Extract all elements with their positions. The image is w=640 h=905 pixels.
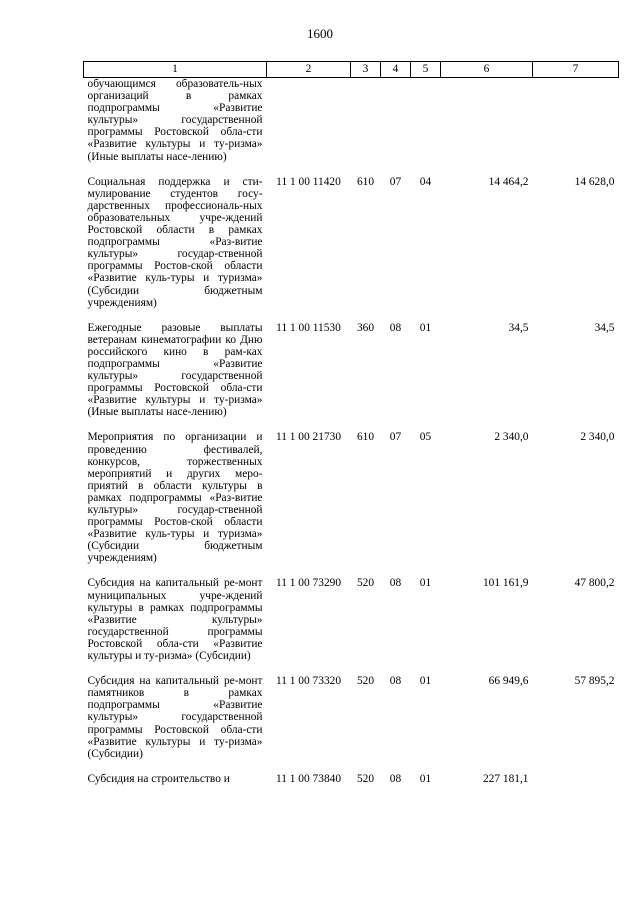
row-col-4 bbox=[381, 78, 411, 176]
row-col-5: 01 bbox=[419, 321, 432, 334]
row-description: Ежегодные разовые выплаты ветеранам кинематографии ко Дню российского кино в рам-ках подпрограммы «Развитие культуры» государственной программы Ростовской обла-сти «Развитие культуры и ту-ризма» (Иные выплаты насе-лению) bbox=[87, 321, 263, 419]
row-code: 11 1 00 73290 bbox=[275, 577, 342, 590]
row-amount-1: 101 161,9 bbox=[482, 577, 529, 590]
row-description: Субсидия на капитальный ре-монт памятников в рамках подпрограммы «Развитие культуры» государственной программы Ростовской обла-сти «Развитие культуры и ту-ризма» (Субсидии) bbox=[87, 675, 263, 760]
row-amount-2: 47 800,2 bbox=[574, 577, 615, 590]
table-row bbox=[84, 176, 619, 322]
row-col-3: 610 bbox=[356, 431, 375, 444]
row-amount-1: 227 181,1 bbox=[482, 772, 529, 785]
row-col-4: 08 bbox=[389, 675, 402, 688]
row-col-5 bbox=[411, 78, 441, 176]
table-row bbox=[84, 78, 619, 176]
header-col-3: 3 bbox=[351, 62, 381, 78]
row-code bbox=[267, 78, 351, 176]
row-col-3: 520 bbox=[356, 772, 375, 785]
header-col-1: 1 bbox=[84, 62, 267, 78]
row-amount-2: 57 895,2 bbox=[574, 675, 615, 688]
table-row bbox=[84, 431, 619, 577]
row-col-5: 01 bbox=[419, 675, 432, 688]
row-col-5: 01 bbox=[419, 772, 432, 785]
row-col-3: 520 bbox=[356, 577, 375, 590]
row-col-5: 04 bbox=[419, 175, 432, 188]
header-col-2: 2 bbox=[267, 62, 351, 78]
row-description: Мероприятия по организации и проведению фестивалей, конкурсов, торжественных мероприятий и других меро-приятий в области культуры в рамках подпрограммы «Раз-витие культуры» государ-ственной программы Ростов-ской области «Развитие куль-туры и туризма» (Субсидии бюджетным учреждениям) bbox=[87, 431, 263, 565]
table-header bbox=[84, 62, 619, 78]
row-col-3: 520 bbox=[356, 675, 375, 688]
row-code: 11 1 00 73320 bbox=[275, 675, 342, 688]
row-code: 11 1 00 11420 bbox=[276, 175, 341, 188]
row-amount-2: 34,5 bbox=[594, 321, 615, 334]
row-col-5: 01 bbox=[419, 577, 432, 590]
page-number: 1600 bbox=[307, 26, 333, 41]
row-col-4: 08 bbox=[389, 577, 402, 590]
table-row bbox=[84, 322, 619, 432]
table-row bbox=[84, 773, 619, 785]
row-col-5: 05 bbox=[419, 431, 432, 444]
row-col-3 bbox=[351, 78, 381, 176]
row-amount-2: 2 340,0 bbox=[580, 431, 615, 444]
row-amount-1: 14 464,2 bbox=[488, 175, 529, 188]
header-col-5: 5 bbox=[411, 62, 441, 78]
row-code: 11 1 00 21730 bbox=[275, 431, 342, 444]
row-amount-2 bbox=[533, 78, 619, 176]
row-col-4: 07 bbox=[389, 175, 402, 188]
row-amount-1: 66 949,6 bbox=[488, 675, 529, 688]
header-col-7: 7 bbox=[533, 62, 619, 78]
row-amount-2: 14 628,0 bbox=[574, 175, 615, 188]
row-code: 11 1 00 73840 bbox=[275, 772, 342, 785]
row-col-3: 360 bbox=[356, 321, 375, 334]
row-description: Субсидия на капитальный ре-монт муниципальных учре-ждений культуры в рамках подпрограммы «Развитие культуры» государственной программы Ростовской обла-сти «Развитие культуры и ту-ризма» (Субсидии) bbox=[87, 577, 263, 663]
table-row bbox=[84, 577, 619, 675]
row-description: обучающимся образователь-ных организаций в рамках подпрограммы «Развитие культуры» государственной программы Ростовской обла-сти «Развитие культуры и ту-ризма» (Иные выплаты насе-лению) bbox=[87, 78, 263, 163]
row-description: Субсидия на строительство и bbox=[87, 772, 230, 785]
budget-table bbox=[83, 61, 619, 785]
row-amount-1: 34,5 bbox=[508, 321, 529, 334]
row-col-3: 610 bbox=[356, 175, 375, 188]
row-amount-1 bbox=[441, 78, 533, 176]
row-amount-2 bbox=[533, 773, 619, 785]
header-col-6: 6 bbox=[441, 62, 533, 78]
row-col-4: 08 bbox=[389, 772, 402, 785]
row-code: 11 1 00 11530 bbox=[276, 321, 341, 334]
row-col-4: 08 bbox=[389, 321, 402, 334]
row-amount-1: 2 340,0 bbox=[494, 431, 529, 444]
row-col-4: 07 bbox=[389, 431, 402, 444]
table-row bbox=[84, 675, 619, 773]
header-col-4: 4 bbox=[381, 62, 411, 78]
row-description: Социальная поддержка и сти-мулирование студентов госу-дарственных профессиональ-ных образовательных учре-ждений Ростовской области в рамках подпрограммы «Раз-витие культуры» государ-ственной программы Ростов-ской области «Развитие куль-туры и туризма» (Субсидии бюджетным учреждениям) bbox=[87, 175, 263, 309]
